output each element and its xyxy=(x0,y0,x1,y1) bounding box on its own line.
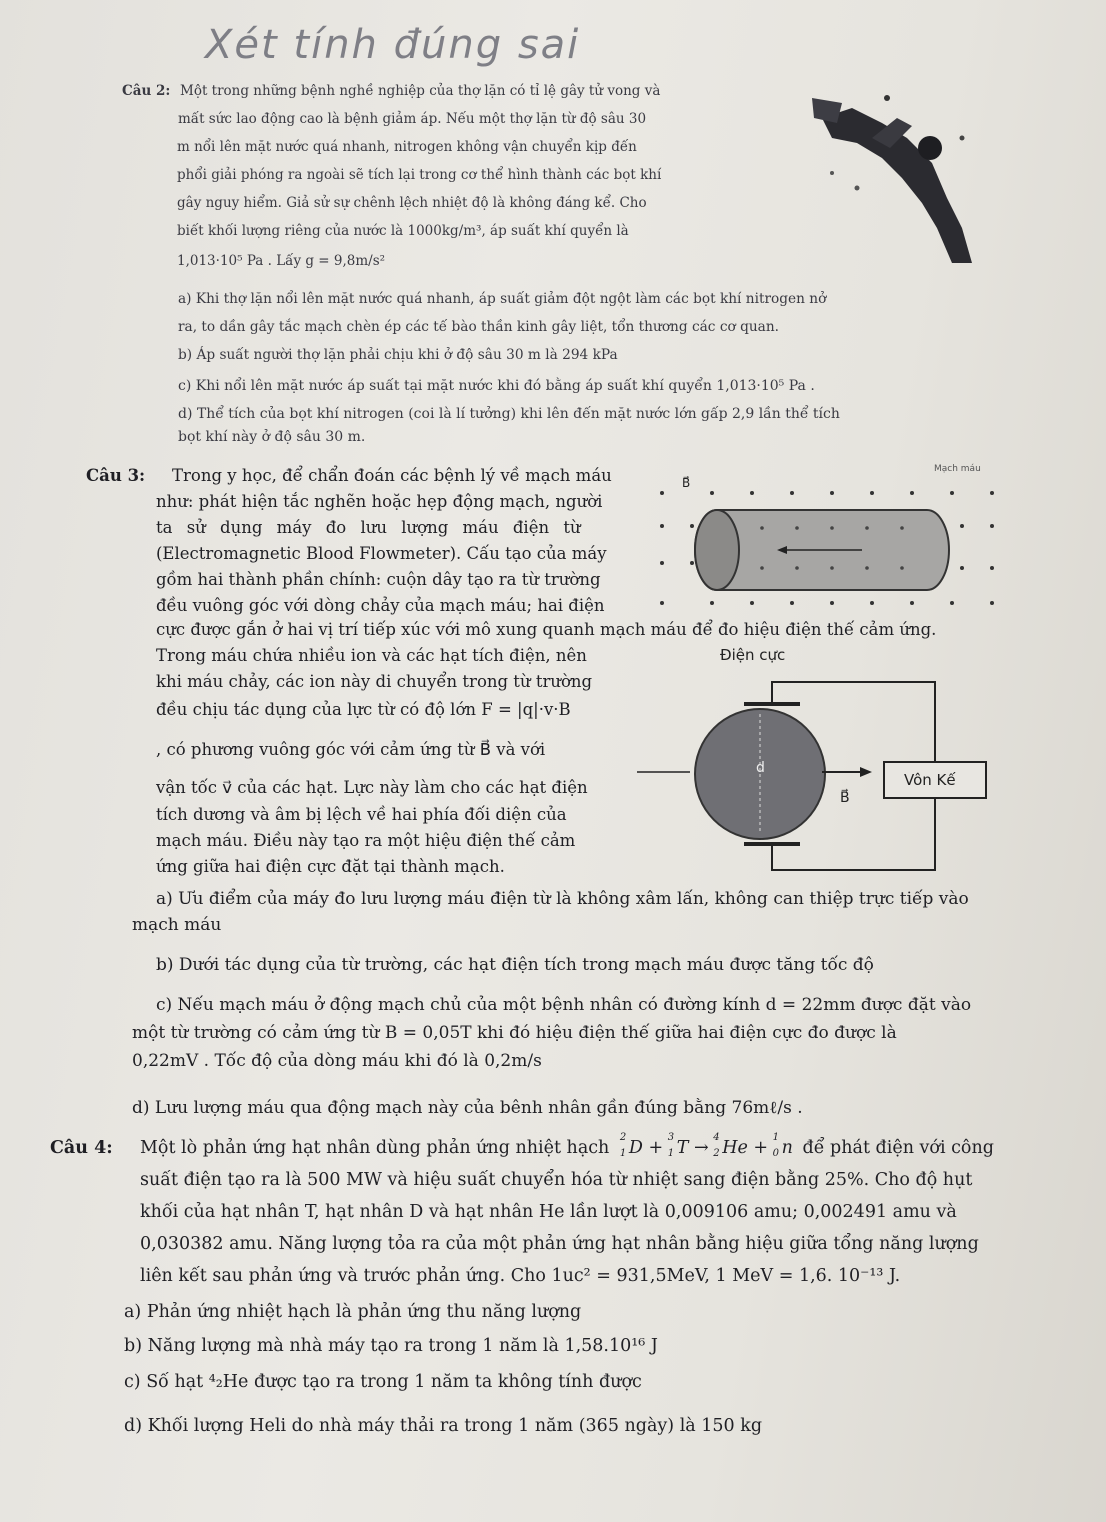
flowmeter-circuit xyxy=(632,664,992,894)
vessel-svg xyxy=(652,468,1004,628)
q3-line: tích dương và âm bị lệch về hai phía đối diện của xyxy=(156,805,567,824)
q3-line: khi máu chảy, các ion này di chuyển trong từ trường xyxy=(156,672,593,691)
electrode-label: Điện cực xyxy=(720,646,786,664)
q3-option-a-cont: mạch máu xyxy=(132,915,222,935)
q4-option-a: a) Phản ứng nhiệt hạch là phản ứng thu năng lượng xyxy=(124,1302,582,1322)
q2-line: biết khối lượng riêng của nước là 1000kg/m³, áp suất khí quyển là xyxy=(177,223,629,239)
diameter-label: d xyxy=(756,760,765,776)
q3-line: đều vuông góc với dòng chảy của mạch máu; hai điện xyxy=(156,596,605,615)
q2-line: gây nguy hiểm. Giả sử sự chênh lệch nhiệt độ là không đáng kể. Cho xyxy=(177,195,647,211)
q4-intro xyxy=(140,1132,994,1159)
q4-line: suất điện tạo ra là 500 MW và hiệu suất chuyển hóa từ nhiệt sang điện bằng 25%. Cho độ hụt xyxy=(140,1170,973,1190)
q2-option-b: b) Áp suất người thợ lặn phải chịu khi ở độ sâu 30 m là 294 kPa xyxy=(178,347,618,363)
diver-illustration xyxy=(812,78,992,268)
fusion-equation: 2 1 D + 3 1 T → 4 2 He + 1 0 n xyxy=(619,1132,793,1159)
q3-option-c-cont2: 0,22mV . Tốc độ của dòng máu khi đó là 0,2m/s xyxy=(132,1051,542,1071)
q3-line: ứng giữa hai điện cực đặt tại thành mạch. xyxy=(156,857,505,876)
q4-option-b: b) Năng lượng mà nhà máy tạo ra trong 1 năm là 1,58.10¹⁶ J xyxy=(124,1336,658,1356)
q2-option-d: d) Thể tích của bọt khí nitrogen (coi là lí tưởng) khi lên đến mặt nước lớn gấp 2,9 lần thể tích xyxy=(178,406,840,422)
q4-intro-text: Một lò phản ứng hạt nhân dùng phản ứng nhiệt hạch xyxy=(140,1138,610,1158)
q4-label: Câu 4: xyxy=(50,1138,113,1158)
q3-line: ta sử dụng máy đo lưu lượng máu điện từ xyxy=(156,518,581,537)
vessel-corner-label: Mạch máu xyxy=(934,464,981,474)
q2-option-a: a) Khi thợ lặn nổi lên mặt nước quá nhanh, áp suất giảm đột ngột làm các bọt khí nitrogen nở xyxy=(178,291,827,307)
q4-option-c: c) Số hạt ⁴₂He được tạo ra trong 1 năm ta không tính được xyxy=(124,1372,642,1392)
q4-option-d: d) Khối lượng Heli do nhà máy thải ra trong 1 năm (365 ngày) là 150 kg xyxy=(124,1416,763,1436)
q3-option-d: d) Lưu lượng máu qua động mạch này của bênh nhân gần đúng bằng 76mℓ/s . xyxy=(132,1098,803,1118)
q3-line: vận tốc v⃗ của các hạt. Lực này làm cho các hạt điện xyxy=(156,778,588,797)
voltmeter-label: Vôn Kế xyxy=(904,771,956,789)
q4-line: liên kết sau phản ứng và trước phản ứng. Cho 1uc² = 931,5MeV, 1 MeV = 1,6. 10⁻¹³ J. xyxy=(140,1266,901,1286)
q3-line: cực được gắn ở hai vị trí tiếp xúc với mô xung quanh mạch máu để đo hiệu điện thế cảm ứng. xyxy=(156,620,937,639)
vessel-b-label: B⃗ xyxy=(682,476,691,490)
q2-line: phổi giải phóng ra ngoài sẽ tích lại trong cơ thể hình thành các bọt khí xyxy=(177,167,662,183)
q2-line: m nổi lên mặt nước quá nhanh, nitrogen không vận chuyển kịp đến xyxy=(177,139,637,155)
q3-line: mạch máu. Điều này tạo ra một hiệu điện thế cảm xyxy=(156,831,576,850)
vessel-field-diagram xyxy=(652,464,1004,628)
q3-option-c-cont: một từ trường có cảm ứng từ B = 0,05T khi đó hiệu điện thế giữa hai điện cực đo được là xyxy=(132,1023,897,1043)
q2-option-c: c) Khi nổi lên mặt nước áp suất tại mặt nước khi đó bằng áp suất khí quyển 1,013·10⁵ Pa . xyxy=(178,378,815,394)
q2-line: Một trong những bệnh nghề nghiệp của thợ lặn có tỉ lệ gây tử vong và xyxy=(180,83,661,99)
q3-line: như: phát hiện tắc nghẽn hoặc hẹp động mạch, người xyxy=(156,492,603,511)
q3-line: , có phương vuông góc với cảm ứng từ B⃗ và với xyxy=(156,740,546,759)
q2-line: 1,013·10⁵ Pa . Lấy g = 9,8m/s² xyxy=(177,253,386,269)
q3-option-c: c) Nếu mạch máu ở động mạch chủ của một bệnh nhân có đường kính d = 22mm được đặt vào xyxy=(156,995,972,1015)
q3-line: (Electromagnetic Blood Flowmeter). Cấu tạo của máy xyxy=(156,544,607,563)
q2-line: mất sức lao động cao là bệnh giảm áp. Nếu một thợ lặn từ độ sâu 30 xyxy=(178,111,647,127)
q2-option-d-cont: bọt khí này ở độ sâu 30 m. xyxy=(178,429,366,445)
q4-intro-tail: để phát điện với công xyxy=(802,1138,994,1158)
q4-line: 0,030382 amu. Năng lượng tỏa ra của một phản ứng hạt nhân bằng hiệu giữa tổng năng lượng xyxy=(140,1234,979,1254)
q3-option-b: b) Dưới tác dụng của từ trường, các hạt điện tích trong mạch máu được tăng tốc độ xyxy=(156,955,874,975)
q2-option-a-cont: ra, to dần gây tắc mạch chèn ép các tế bào thần kinh gây liệt, tổn thương các cơ quan. xyxy=(178,319,779,335)
q3-label: Câu 3: xyxy=(86,466,146,485)
q3-option-a: a) Ưu điểm của máy đo lưu lượng máu điện từ là không xâm lấn, không can thiệp trực tiếp vào xyxy=(156,889,969,909)
q2-label: Câu 2: xyxy=(122,83,171,99)
q3-line: đều chịu tác dụng của lực từ có độ lớn F = |q|·v·B xyxy=(156,700,571,719)
q4-line: khối của hạt nhân T, hạt nhân D và hạt nhân He lần lượt là 0,009106 amu; 0,002491 amu và xyxy=(140,1202,957,1222)
q3-line: Trong y học, để chẩn đoán các bệnh lý về mạch máu xyxy=(172,466,612,485)
field-b-label: B⃗ xyxy=(840,790,850,806)
handwritten-note: Xét tính đúng sai xyxy=(205,22,581,68)
q3-line: gồm hai thành phần chính: cuộn dây tạo ra từ trường xyxy=(156,570,601,589)
q3-line: Trong máu chứa nhiều ion và các hạt tích điện, nên xyxy=(156,646,587,665)
